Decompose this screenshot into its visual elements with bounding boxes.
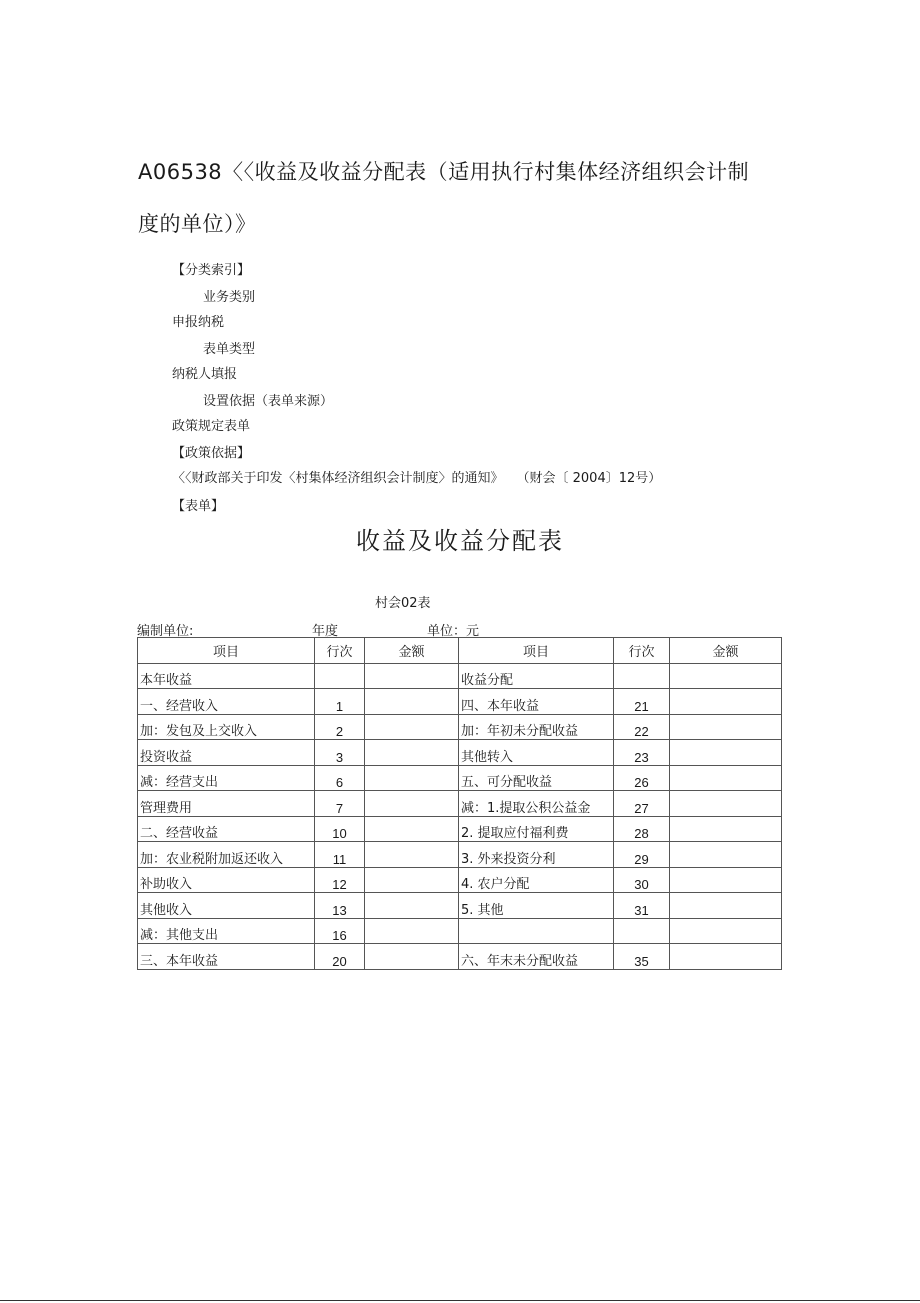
right-line-no-cell: 28 xyxy=(614,816,670,842)
left-line-no-cell: 13 xyxy=(315,893,365,919)
left-item-cell: 减：经营支出 xyxy=(138,765,315,791)
right-item-cell: 3. 外来投资分利 xyxy=(459,842,614,868)
left-item-cell: 加：农业税附加返还收入 xyxy=(138,842,315,868)
form-type-label: 表单类型 xyxy=(203,342,256,357)
right-line-no-cell: 35 xyxy=(614,944,670,970)
left-line-no-cell: 11 xyxy=(315,842,365,868)
right-item-cell: 4. 农户分配 xyxy=(459,867,614,893)
left-line-no-cell: 7 xyxy=(315,791,365,817)
right-amount-cell xyxy=(670,842,782,868)
left-amount-cell xyxy=(365,714,459,740)
form-title: 收益及收益分配表 xyxy=(356,527,564,555)
table-row xyxy=(138,842,782,868)
header-amount-left: 金额 xyxy=(365,638,459,664)
right-item-cell: 减：1.提取公积公益金 xyxy=(459,791,614,817)
right-item-cell: 六、年末未分配收益 xyxy=(459,944,614,970)
table-row xyxy=(138,663,782,689)
basis-label: 设置依据（表单来源） xyxy=(203,394,334,409)
basis-value: 政策规定表单 xyxy=(172,419,251,434)
left-line-no-cell: 1 xyxy=(315,689,365,715)
right-amount-cell xyxy=(670,918,782,944)
form-heading: 【表单】 xyxy=(172,499,225,514)
left-amount-cell xyxy=(365,918,459,944)
right-line-no-cell: 29 xyxy=(614,842,670,868)
table-row xyxy=(138,791,782,817)
left-item-cell: 加：发包及上交收入 xyxy=(138,714,315,740)
left-amount-cell xyxy=(365,893,459,919)
header-amount-right: 金额 xyxy=(670,638,782,664)
right-item-cell: 四、本年收益 xyxy=(459,689,614,715)
left-line-no-cell: 2 xyxy=(315,714,365,740)
left-item-cell: 其他收入 xyxy=(138,893,315,919)
business-type-label: 业务类别 xyxy=(203,290,256,305)
table-row xyxy=(138,740,782,766)
right-amount-cell xyxy=(670,740,782,766)
right-item-cell: 收益分配 xyxy=(459,663,614,689)
right-amount-cell xyxy=(670,765,782,791)
right-item-cell: 2. 提取应付福利费 xyxy=(459,816,614,842)
form-meta-row xyxy=(0,620,920,638)
left-amount-cell xyxy=(365,740,459,766)
table-row xyxy=(138,816,782,842)
year-label: 年度 xyxy=(312,624,339,639)
table-header-row xyxy=(138,638,782,664)
left-amount-cell xyxy=(365,765,459,791)
form-code: 村会02表 xyxy=(375,596,431,611)
classification-heading: 【分类索引】 xyxy=(172,263,251,278)
business-type-value: 申报纳税 xyxy=(172,315,225,330)
left-amount-cell xyxy=(365,944,459,970)
right-item-cell: 5. 其他 xyxy=(459,893,614,919)
income-distribution-table xyxy=(137,637,782,970)
table-row xyxy=(138,918,782,944)
table-row xyxy=(138,893,782,919)
right-item-cell: 五、可分配收益 xyxy=(459,765,614,791)
table-row xyxy=(138,867,782,893)
left-line-no-cell: 3 xyxy=(315,740,365,766)
left-item-cell: 三、本年收益 xyxy=(138,944,315,970)
right-line-no-cell: 30 xyxy=(614,867,670,893)
left-item-cell: 一、经营收入 xyxy=(138,689,315,715)
left-amount-cell xyxy=(365,867,459,893)
right-amount-cell xyxy=(670,714,782,740)
left-line-no-cell: 6 xyxy=(315,765,365,791)
right-amount-cell xyxy=(670,663,782,689)
table-row xyxy=(138,714,782,740)
right-line-no-cell xyxy=(614,918,670,944)
right-line-no-cell: 31 xyxy=(614,893,670,919)
left-amount-cell xyxy=(365,842,459,868)
left-amount-cell xyxy=(365,816,459,842)
left-item-cell: 管理费用 xyxy=(138,791,315,817)
header-line-no-right: 行次 xyxy=(614,638,670,664)
header-item-right: 项目 xyxy=(459,638,614,664)
left-item-cell: 投资收益 xyxy=(138,740,315,766)
unit-label: 编制单位: xyxy=(137,624,194,639)
left-amount-cell xyxy=(365,791,459,817)
left-line-no-cell: 16 xyxy=(315,918,365,944)
right-amount-cell xyxy=(670,816,782,842)
right-amount-cell xyxy=(670,893,782,919)
left-amount-cell xyxy=(365,663,459,689)
left-item-cell: 减：其他支出 xyxy=(138,918,315,944)
policy-reference: 〈〈财政部关于印发〈村集体经济组织会计制度〉的通知》 （财会〔 2004〕12号） xyxy=(172,471,662,486)
left-line-no-cell xyxy=(315,663,365,689)
left-amount-cell xyxy=(365,689,459,715)
right-amount-cell xyxy=(670,791,782,817)
right-line-no-cell: 21 xyxy=(614,689,670,715)
table-row xyxy=(138,689,782,715)
left-item-cell: 本年收益 xyxy=(138,663,315,689)
table-row xyxy=(138,765,782,791)
right-line-no-cell: 26 xyxy=(614,765,670,791)
right-item-cell xyxy=(459,918,614,944)
right-line-no-cell: 22 xyxy=(614,714,670,740)
left-item-cell: 二、经营收益 xyxy=(138,816,315,842)
left-item-cell: 补助收入 xyxy=(138,867,315,893)
currency-label: 单位：元 xyxy=(427,624,480,639)
right-item-cell: 加：年初未分配收益 xyxy=(459,714,614,740)
left-line-no-cell: 12 xyxy=(315,867,365,893)
header-line-no-left: 行次 xyxy=(315,638,365,664)
left-line-no-cell: 10 xyxy=(315,816,365,842)
right-amount-cell xyxy=(670,867,782,893)
right-line-no-cell xyxy=(614,663,670,689)
right-amount-cell xyxy=(670,689,782,715)
document-title: A06538〈〈收益及收益分配表（适用执行村集体经济组织会计制度的单位）》 xyxy=(138,160,750,236)
policy-heading: 【政策依据】 xyxy=(172,446,251,461)
left-line-no-cell: 20 xyxy=(315,944,365,970)
right-line-no-cell: 23 xyxy=(614,740,670,766)
form-type-value: 纳税人填报 xyxy=(172,367,238,382)
right-line-no-cell: 27 xyxy=(614,791,670,817)
header-item-left: 项目 xyxy=(138,638,315,664)
right-amount-cell xyxy=(670,944,782,970)
right-item-cell: 其他转入 xyxy=(459,740,614,766)
table-row xyxy=(138,944,782,970)
page-bottom-rule xyxy=(0,1300,920,1301)
